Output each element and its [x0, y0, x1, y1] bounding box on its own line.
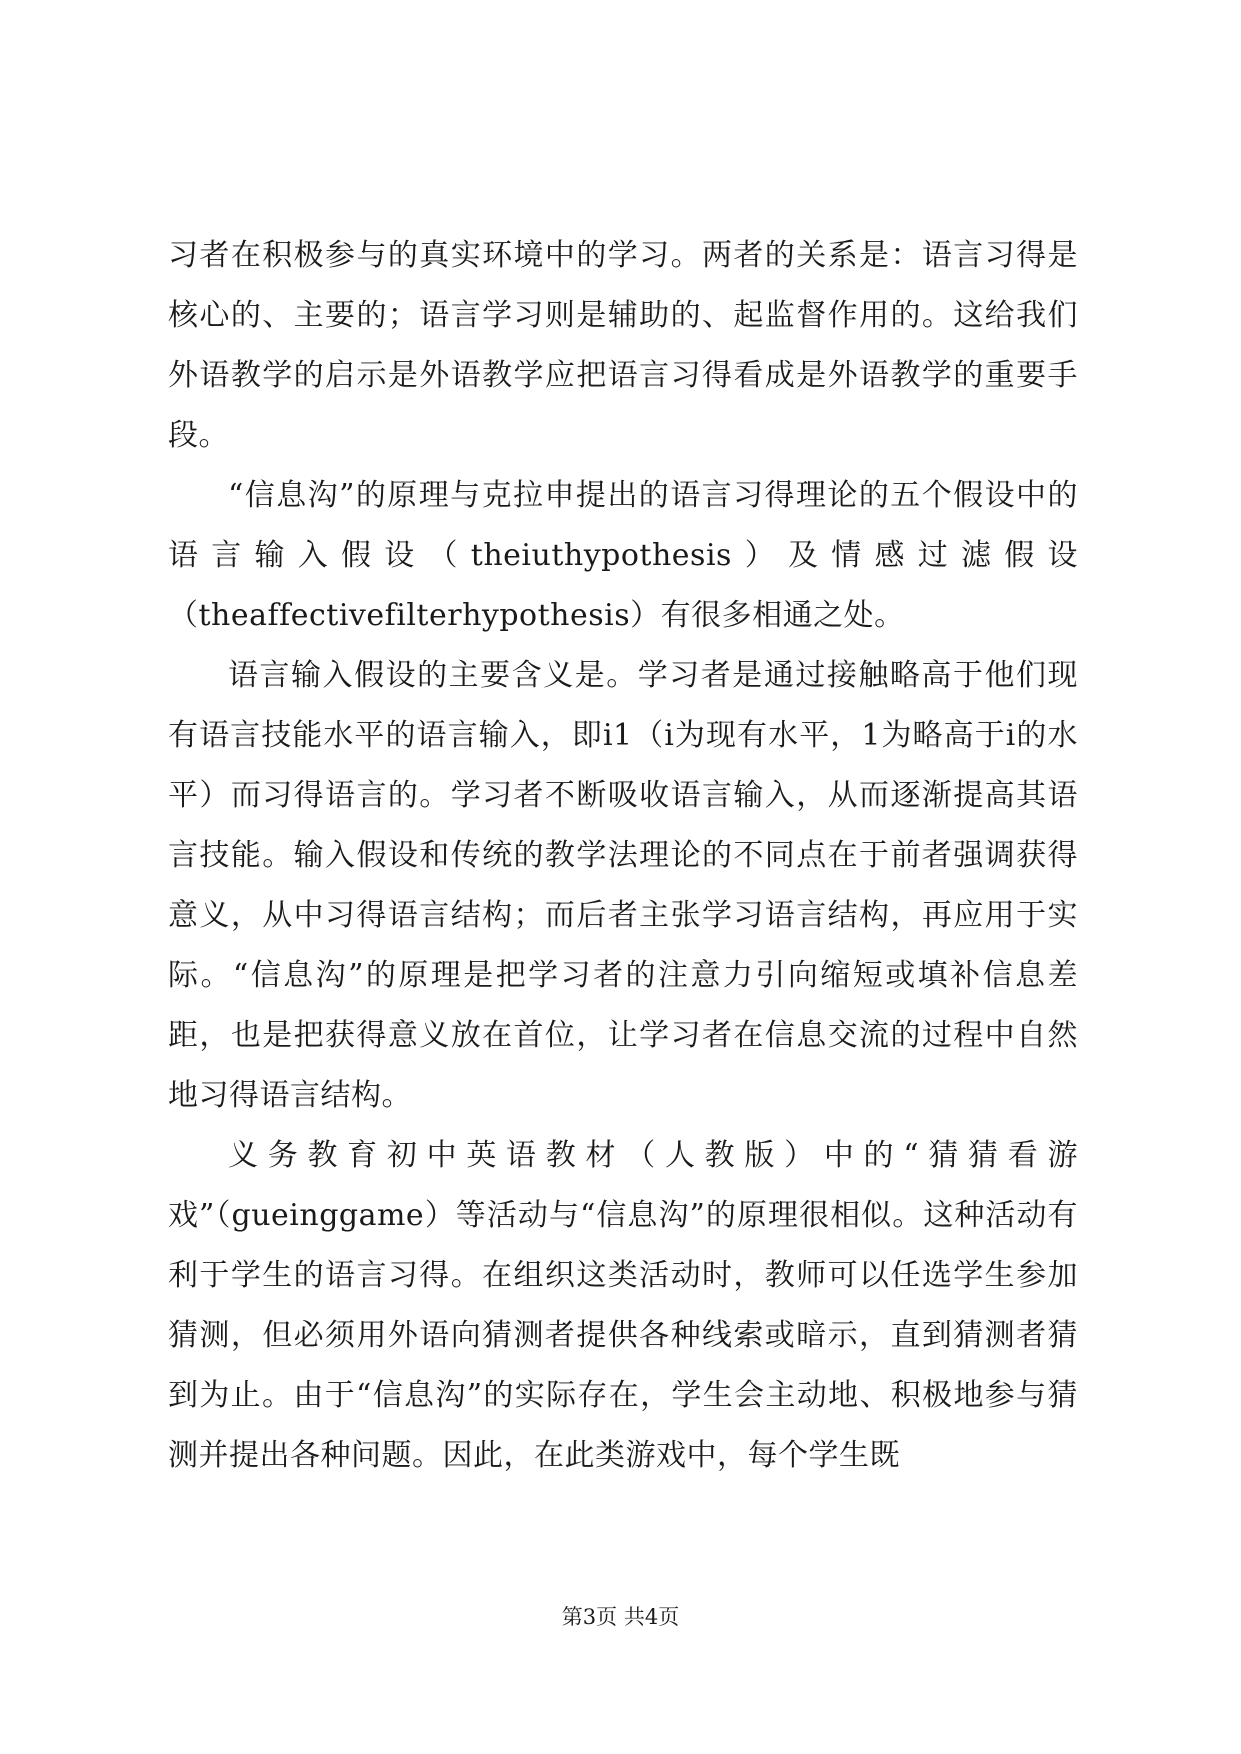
paragraph-input-hypothesis: 语言输入假设的主要含义是。学习者是通过接触略高于他们现有语言技能水平的语言输入，即i1（i为现有水平，1为略高于i的水平）而习得语言的。学习者不断吸收语言输入，从而逐渐提高其语言技能。输入假设和传统的教学法理论的不同点在于前者强调获得意义，从中习得语言结构；而后者主张学习语言结构，再应用于实际。“信息沟”的原理是把学习者的注意力引向缩短或填补信息差距，也是把获得意义放在首位，让学习者在信息交流的过程中自然地习得语言结构。: [168, 658, 1078, 1113]
document-body: [168, 226, 1078, 1486]
page-footer: [0, 1601, 1241, 1631]
paragraph-continuation: 习者在积极参与的真实环境中的学习。两者的关系是：语言习得是核心的、主要的；语言学习则是辅助的、起监督作用的。这给我们外语教学的启示是外语教学应把语言习得看成是外语教学的重要手段。: [168, 238, 1078, 453]
page-number-label: 第3页 共4页: [561, 1605, 680, 1629]
paragraph-guessing-game: 义务教育初中英语教材（人教版）中的“猜猜看游戏”（gueinggame）等活动与“信息沟”的原理很相似。这种活动有利于学生的语言习得。在组织这类活动时，教师可以任选学生参加猜测，但必须用外语向猜测者提供各种线索或暗示，直到猜测者猜到为止。由于“信息沟”的实际存在，学生会主动地、积极地参与猜测并提出各种问题。因此，在此类游戏中，每个学生既: [168, 1138, 1078, 1473]
paragraph-information-gap: “信息沟”的原理与克拉申提出的语言习得理论的五个假设中的语言输入假设（theiuthypothesis）及情感过滤假设（theaffectivefilterhypothesis）有很多相通之处。: [168, 478, 1078, 633]
